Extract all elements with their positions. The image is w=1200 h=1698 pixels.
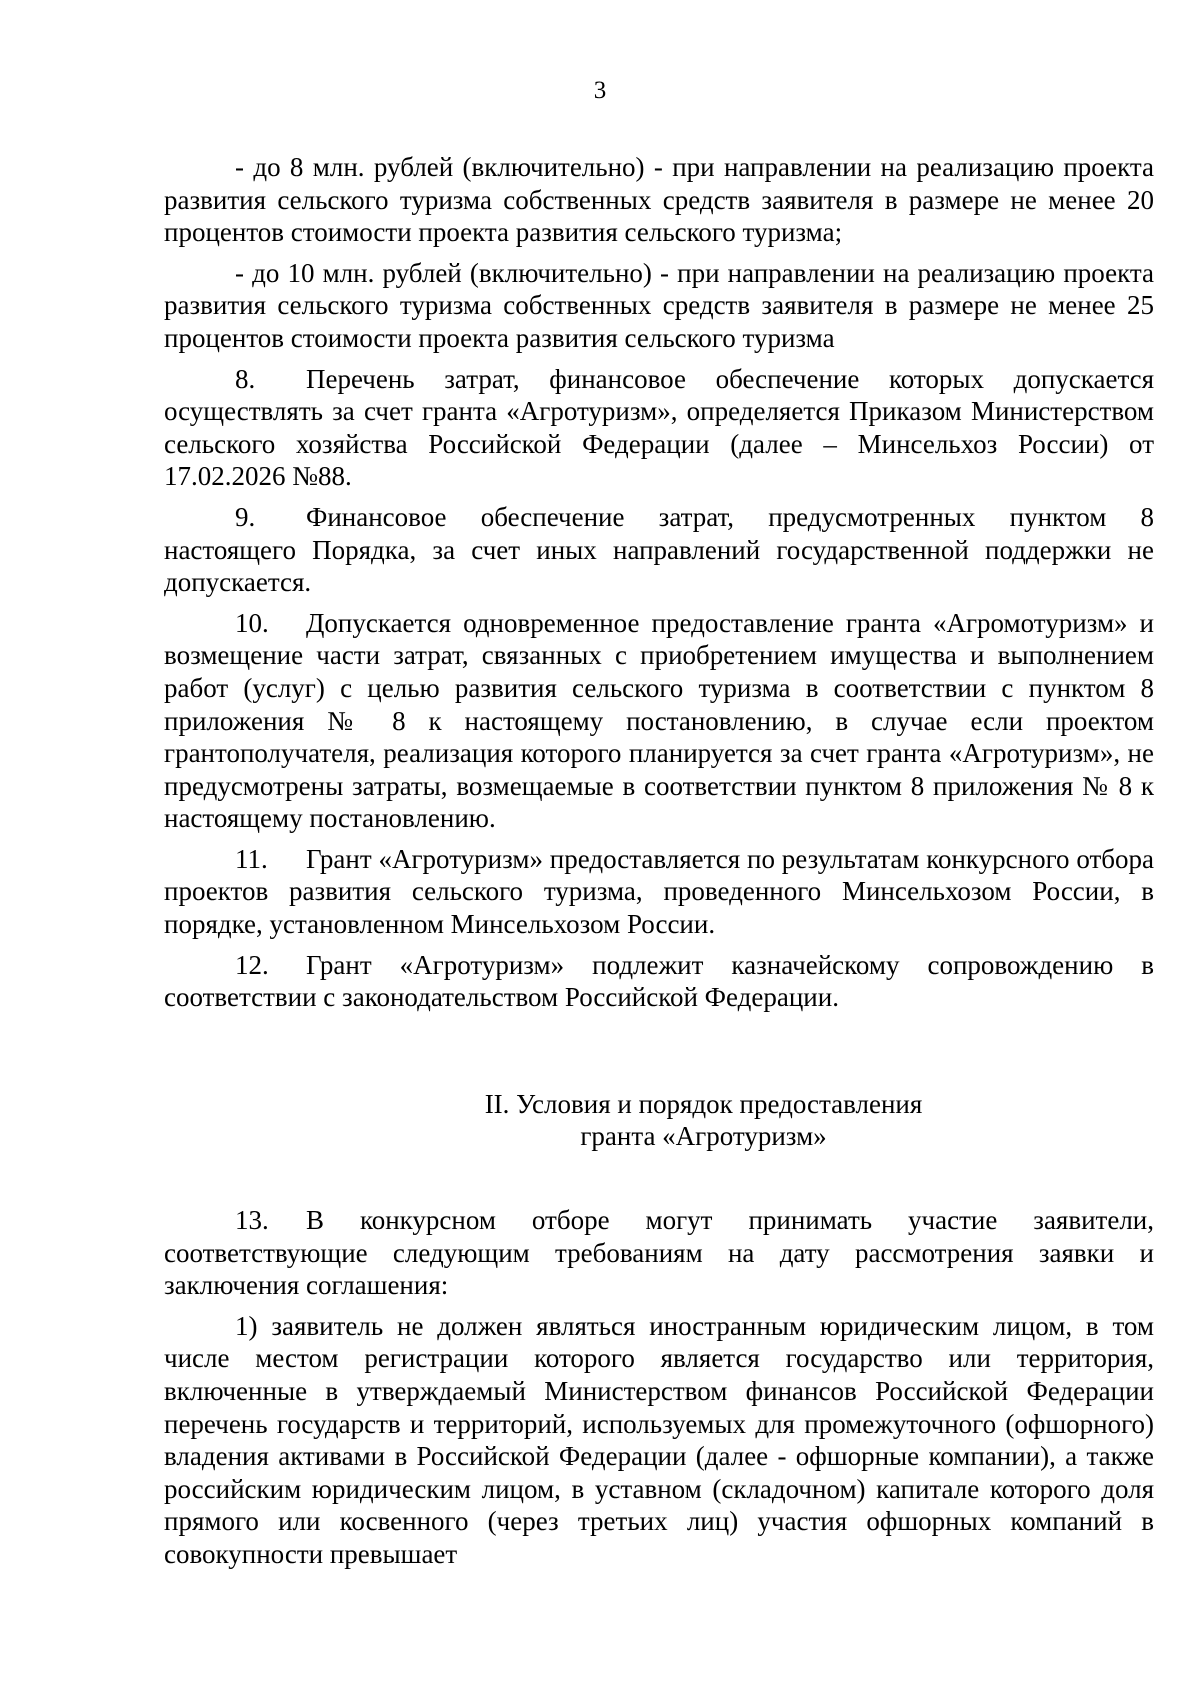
paragraph-text: 1) заявитель не должен являться иностранным юридическим лицом, в том числе местом регистрации которого является государство или территория, включенные в утверждаемый Министерством финансов Российской Федерации перечень государств и территорий, используемых для промежуточного (офшорного) владения активами в Российской Федерации (далее - офшорные компании), а также российским юридическим лицом, в уставном (складочном) капитале которого доля прямого или косвенного (через третьих лиц) участия офшорных компаний в совокупности превышает — [164, 1310, 1154, 1569]
section-heading-line2: гранта «Агротуризм» — [580, 1121, 827, 1152]
paragraphs-top — [164, 151, 1154, 1014]
paragraph-number: 12. — [235, 949, 269, 980]
paragraph — [164, 501, 1154, 599]
document-body — [164, 151, 1154, 1579]
paragraph — [164, 949, 1154, 1014]
paragraph-number: 13. — [235, 1205, 269, 1236]
paragraph — [164, 607, 1154, 835]
paragraph — [164, 1310, 1154, 1571]
paragraph-number: 9. — [235, 501, 256, 532]
paragraph — [164, 151, 1154, 249]
paragraph-text: Допускается одновременное предоставление гранта «Агромотуризм» и возмещение части затрат, связанных с приобретением имущества и выполнением работ (услуг) с целью развития сельского туризма в соответствии с пунктом 8 приложения № 8 к настоящему постановлению, в случае если проектом грантополучателя, реализация которого планируется за счет гранта «Агротуризм», не предусмотрены затраты, возмещаемые в соответствии пунктом 8 приложения № 8 к настоящему постановлению. — [164, 607, 1154, 834]
paragraph-number: 8. — [235, 363, 256, 394]
paragraph-text: Грант «Агротуризм» подлежит казначейскому сопровождению в соответствии с законодательством Российской Федерации. — [164, 949, 1154, 1013]
paragraph — [164, 1204, 1154, 1302]
section-heading — [164, 1088, 1154, 1153]
paragraphs-bottom — [164, 1204, 1154, 1571]
paragraph-text: - до 10 млн. рублей (включительно) - при направлении на реализацию проекта развития сельского туризма собственных средств заявителя в размере не менее 25 процентов стоимости проекта развития сельского туризма — [164, 257, 1154, 353]
paragraph-text: - до 8 млн. рублей (включительно) - при направлении на реализацию проекта развития сельского туризма собственных средств заявителя в размере не менее 20 процентов стоимости проекта развития сельского туризма; — [164, 152, 1154, 248]
paragraph-number: 11. — [235, 843, 268, 874]
paragraph — [164, 843, 1154, 941]
paragraph-text: Финансовое обеспечение затрат, предусмотренных пунктом 8 настоящего Порядка, за счет иных направлений государственной поддержки не допускается. — [164, 501, 1154, 598]
paragraph-text: Грант «Агротуризм» предоставляется по результатам конкурсного отбора проектов развития сельского туризма, проведенного Минсельхозом России, в порядке, установленном Минсельхозом России. — [164, 843, 1154, 940]
page-number: 3 — [593, 77, 607, 104]
paragraph-text: В конкурсном отборе могут принимать участие заявители, соответствующие следующим требованиям на дату рассмотрения заявки и заключения соглашения: — [164, 1205, 1154, 1301]
section-heading-line1: II. Условия и порядок предоставления — [484, 1088, 923, 1119]
paragraph-number: 10. — [235, 607, 269, 638]
paragraph — [164, 363, 1154, 493]
paragraph-text: Перечень затрат, финансовое обеспечение которых допускается осуществлять за счет гранта «Агротуризм», определяется Приказом Министерством сельского хозяйства Российской Федерации (далее – Минсельхоз России) от 17.02.2026 №88. — [164, 363, 1154, 492]
paragraph — [164, 257, 1154, 355]
